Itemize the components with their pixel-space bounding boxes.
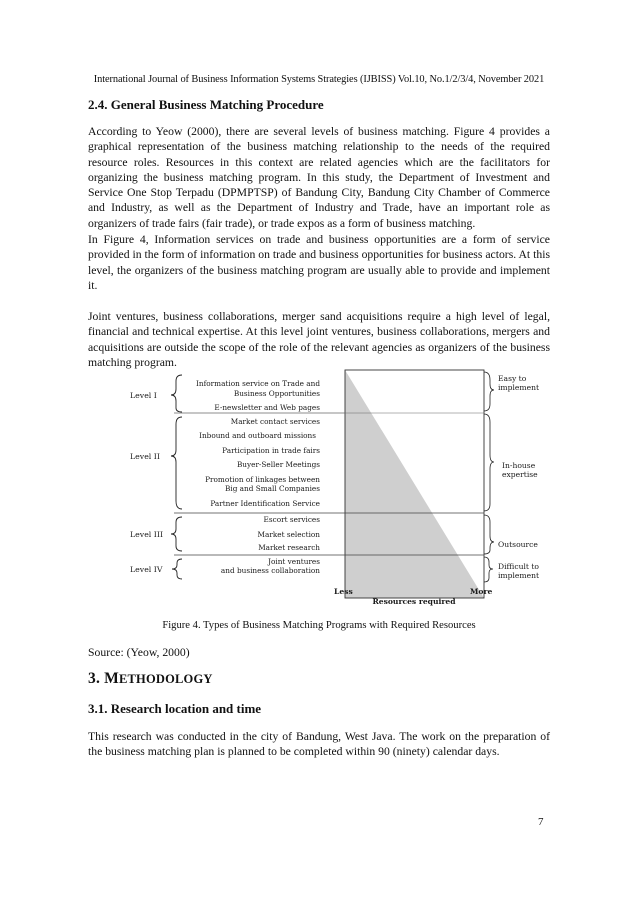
level-3-label: Level III (130, 530, 164, 539)
figure-source: Source: (Yeow, 2000) (88, 646, 190, 659)
level-1-label: Level I (130, 391, 157, 400)
section-3-heading (88, 670, 213, 688)
label-outsource: Outsource (498, 540, 538, 549)
item-joint-1: Joint ventures (268, 557, 320, 566)
section-3-rest: ETHODOLOGY (118, 672, 213, 686)
item-missions: Inbound and outboard missions (199, 431, 316, 440)
section-3-1-heading: 3.1. Research location and time (88, 701, 262, 716)
section-3-number: 3. (88, 670, 105, 687)
item-market-contact: Market contact services (230, 417, 320, 426)
level-4-label: Level IV (130, 565, 163, 574)
axis-label: Resources required (372, 597, 456, 606)
figure-4-diagram (120, 366, 550, 610)
running-header: International Journal of Business Information Systems Strategies (IJBISS) Vol.10, No.1/2/3/4, November 2021 (93, 74, 545, 85)
label-difficult-1: Difficult to (498, 562, 540, 571)
item-trade-fairs: Participation in trade fairs (222, 446, 320, 455)
section-2-4-heading: 2.4. General Business Matching Procedure (88, 97, 324, 112)
item-market-selection: Market selection (257, 530, 320, 539)
label-difficult-2: implement (498, 571, 540, 580)
item-enewsletter: E-newsletter and Web pages (214, 403, 320, 412)
level-2-label: Level II (130, 452, 160, 461)
label-inhouse-1: In-house (502, 461, 536, 470)
axis-less: Less (334, 587, 353, 596)
inhouse-brace (484, 414, 494, 511)
paragraph-3: Joint ventures, business collaborations, merger sand acquisitions require a high level of legal, financial and technical expertise. At this level joint ventures, business collaborations, mergers and acquisitions are outside the scope of the role of the relevant agencies as organizers of the business matching program. (88, 310, 550, 369)
label-easy-2: implement (498, 383, 540, 392)
figure-caption: Figure 4. Types of Business Matching Programs with Required Resources (162, 620, 476, 631)
item-linkages-1: Promotion of linkages between (205, 475, 320, 484)
item-buyer-seller: Buyer-Seller Meetings (236, 460, 320, 469)
item-market-research: Market research (258, 543, 320, 552)
paragraph-1: According to Yeow (2000), there are several levels of business matching. Figure 4 provides a graphical representation of the business matching relationship to the needs of the required resource roles. Resources in this context are related agencies which are the facilitators for organizing the business matching program. In this study, the Department of Investment and Service One Stop Terpadu (DPMPTSP) of Bandung City, Bandung City Chamber of Commerce and Industry, as well as the Department of Industry and Trade, have an important role as organizers of trade fairs (fair trade), or trade expos as a form of business matching. (88, 125, 550, 230)
item-joint-2: and business collaboration (220, 566, 320, 575)
item-escort: Escort services (263, 515, 320, 524)
item-info-service-2: Business Opportunities (233, 389, 320, 398)
resources-triangle (345, 370, 484, 598)
paragraph-3-1: This research was conducted in the city of Bandung, West Java. The work on the preparation of the business matching plan is planned to be completed within 90 (ninety) calendar days. (88, 730, 550, 759)
item-partner-id: Partner Identification Service (210, 499, 320, 508)
item-info-service-1: Information service on Trade and (196, 379, 320, 388)
easy-brace (484, 372, 494, 411)
level-3-brace (171, 517, 182, 551)
level-4-brace (172, 559, 182, 579)
level-2-brace (171, 417, 182, 509)
section-3-initial: M (104, 670, 119, 687)
difficult-brace (484, 557, 493, 582)
page-number: 7 (538, 816, 544, 828)
item-linkages-2: Big and Small Companies (225, 484, 320, 493)
label-easy-1: Easy to (498, 374, 527, 383)
paragraph-2: In Figure 4, Information services on trade and business opportunities are a form of service provided in the form of information on trade and business opportunities for business actors. At this level, the organizers of the business matching program are usually able to provide and implement it. (88, 233, 550, 292)
label-inhouse-2: expertise (502, 470, 538, 479)
level-1-brace (171, 375, 182, 412)
axis-more: More (470, 587, 493, 596)
outsource-brace (484, 515, 494, 554)
